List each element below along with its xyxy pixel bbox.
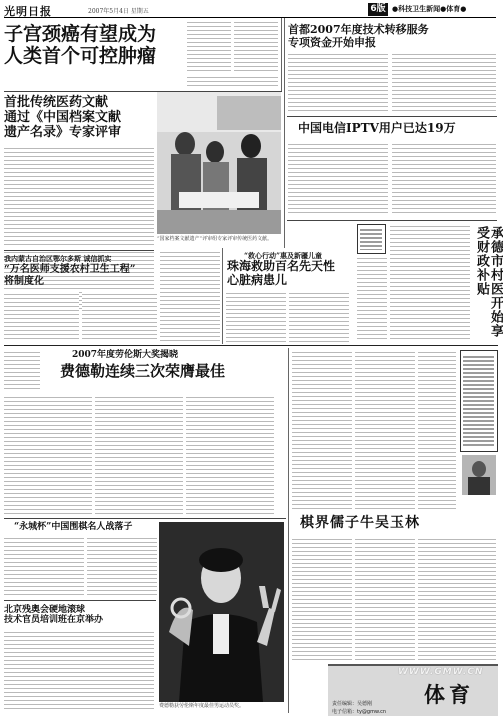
federer-photo [159, 522, 284, 702]
federer-photo-illustration [159, 522, 284, 702]
article-text [186, 395, 274, 515]
sidebar-box-text [360, 228, 382, 250]
article-text [4, 630, 154, 710]
article-text [392, 52, 496, 112]
article-text [292, 350, 352, 510]
headline-line: 北京残奥会硬地滚球 [4, 605, 86, 615]
article-text [4, 395, 92, 515]
page-number-tab: 6版 [368, 3, 388, 16]
headline-beijing-olympics [4, 605, 154, 626]
headline-cervical-cancer [4, 24, 184, 68]
article-text [355, 350, 415, 510]
archives-photo-illustration [157, 92, 281, 234]
column-divider [222, 248, 223, 344]
section-divider [287, 220, 497, 221]
sports-section-banner [328, 664, 498, 716]
headline-line: “万名医师支援农村卫生工程” [4, 264, 136, 275]
headline-line: 首批传统医药文献 [4, 95, 109, 110]
headline-line: 技术官员培训班在京举办 [4, 615, 104, 626]
column-divider [288, 348, 289, 713]
column-divider [284, 18, 285, 248]
kicker-federer: 2007年度劳伦斯大奖揭晓 [72, 350, 179, 360]
article-text [289, 291, 349, 343]
headline-yongguan: “永城杯”中国围棋名人战落子 [14, 522, 133, 532]
article-text [82, 292, 157, 342]
kicker-line: 我内蒙古自治区鄂尔多斯 诚信抓实 [4, 254, 112, 263]
sidebar-box [357, 224, 386, 254]
archives-photo [157, 92, 281, 234]
article-text [4, 350, 40, 392]
article-text [390, 224, 470, 342]
article-text [187, 75, 278, 87]
article-text [234, 20, 278, 72]
article-text [95, 395, 183, 515]
headline-chengde: 承德市村医开始享受财政补贴 [474, 226, 503, 338]
portrait-illustration [462, 455, 496, 495]
headline-line: 人类首个可控肿瘤 [4, 44, 157, 67]
article-text [418, 350, 456, 510]
kicker-zhuhai: “救心行动”惠及新疆儿童 [244, 251, 323, 260]
section-title: 体育 [424, 682, 474, 707]
headline-gogame: 棋界儒子牛吴玉林 [300, 515, 420, 531]
headline-tech-funds [288, 24, 498, 49]
editor-credit: 责任编辑：吴德刚 [332, 701, 373, 707]
kicker-rural-doctors [4, 254, 154, 264]
headline-line: 珠海救助百名先天性 [227, 259, 336, 273]
headline-line: 遗产名录》专家评审 [4, 124, 122, 140]
article-text [355, 537, 415, 662]
section-divider [4, 345, 498, 346]
headline-line: 通过《中国档案文献 [4, 109, 122, 125]
newspaper-logo: 光明日报 [4, 5, 52, 18]
section-divider [4, 518, 286, 519]
article-text [392, 142, 496, 214]
section-divider [4, 250, 154, 251]
headline-archives [4, 96, 174, 141]
sidebar-box [460, 350, 498, 452]
section-divider [4, 600, 156, 601]
photo-caption: 费德勒获劳伦斯年度最佳男运动员奖。 [159, 703, 245, 709]
headline-line: 子宫颈癌有望成为 [4, 23, 157, 45]
masthead [4, 3, 496, 18]
article-text [4, 146, 154, 246]
section-divider [287, 116, 497, 117]
editor-email: 电子信箱：ty@gmw.cn [332, 709, 387, 715]
article-text [292, 537, 352, 662]
website-url: WWW.GMW.CN [398, 667, 484, 677]
article-text [4, 292, 79, 342]
article-text [418, 537, 496, 662]
headline-line: 首都2007年度技术转移服务 [288, 23, 429, 36]
article-text [187, 20, 231, 72]
sidebar-box-text [463, 355, 494, 447]
article-text [288, 142, 388, 214]
headline-iptv: 中国电信IPTV用户已达19万 [298, 121, 456, 135]
headline-federer: 费德勒连续三次荣膺最佳 [60, 362, 226, 380]
headline-rural-doctors [4, 264, 159, 287]
section-tag: ●科技卫生新闻●体育● [392, 5, 467, 13]
article-text [87, 536, 157, 596]
portrait-photo [462, 455, 496, 495]
column-divider [281, 18, 282, 92]
article-text [4, 536, 84, 596]
headline-zhuhai [227, 260, 357, 288]
headline-line: 心脏病患儿 [227, 272, 288, 287]
issue-date: 2007年5月4日 星期五 [88, 8, 149, 15]
article-text [160, 250, 220, 342]
headline-line: 将制度化 [4, 275, 44, 287]
article-text [357, 256, 387, 342]
headline-line: 专项资金开始申报 [288, 35, 376, 49]
photo-caption: “国家档案文献遗产”评审组专家评审传统医药文献。 [157, 236, 273, 242]
article-text [288, 52, 388, 112]
article-text [226, 291, 286, 343]
